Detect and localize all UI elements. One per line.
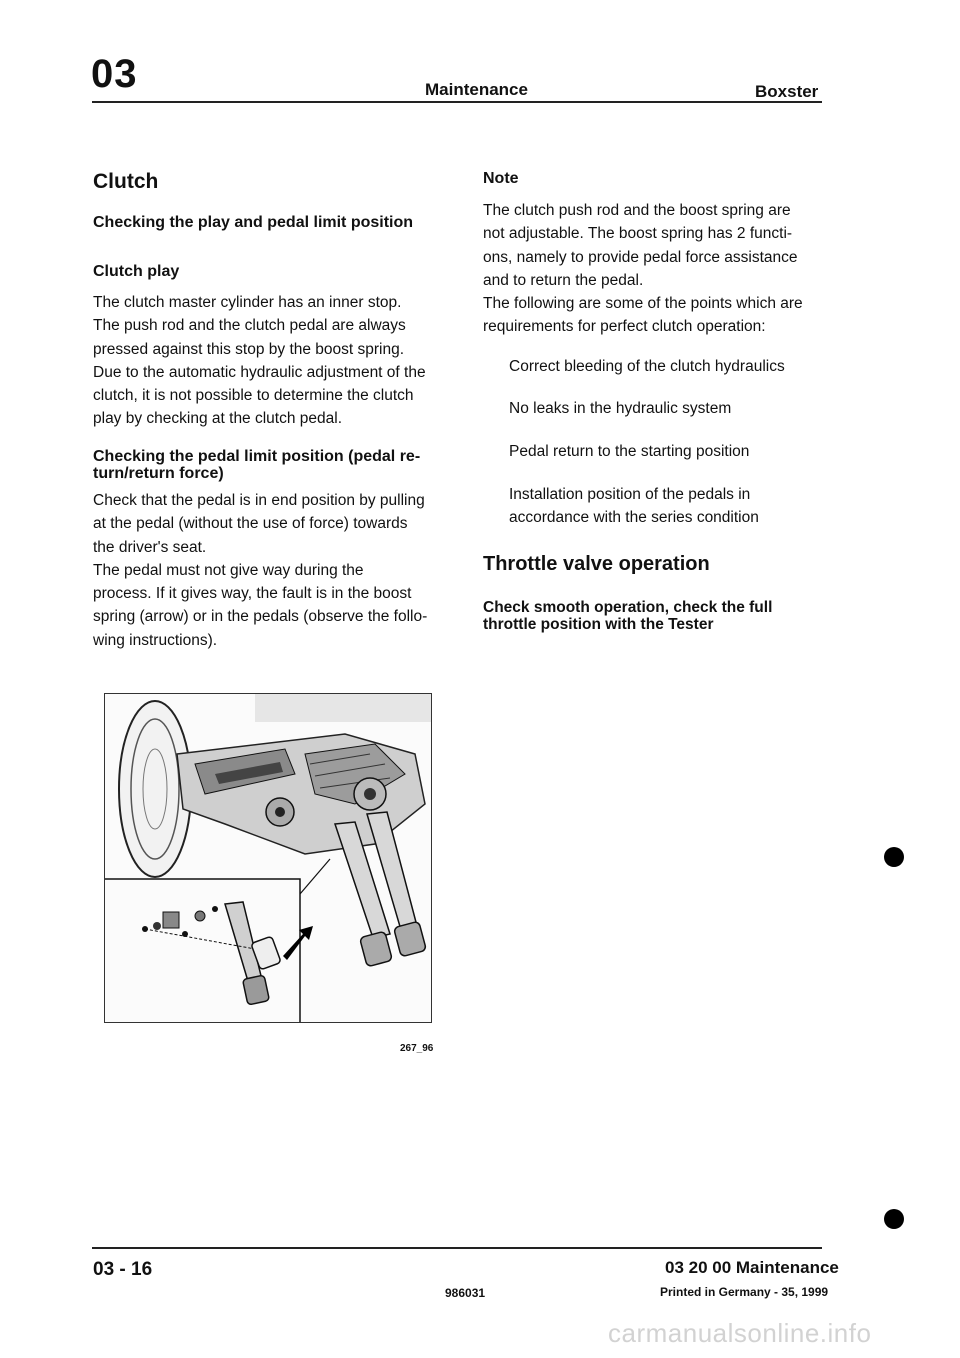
chapter-number: 03 xyxy=(91,52,138,96)
text-line: wing instructions). xyxy=(93,631,218,649)
text-line: at the pedal (without the use of force) towards xyxy=(93,515,408,533)
footer-rule xyxy=(92,1247,822,1249)
section-title: Maintenance xyxy=(425,80,528,99)
footer-section: 03 20 00 Maintenance xyxy=(665,1258,839,1277)
text-line: the driver's seat. xyxy=(93,538,207,556)
print-info: Printed in Germany - 35, 1999 xyxy=(660,1285,829,1299)
heading-line: turn/return force) xyxy=(93,465,224,482)
text-line: accordance with the series condition xyxy=(509,509,759,527)
text-line: The clutch push rod and the boost spring are xyxy=(483,202,791,219)
text-line: requirements for perfect clutch operation: xyxy=(483,318,766,336)
text-line: The push rod and the clutch pedal are always xyxy=(93,317,406,335)
text-line: process. If it gives way, the fault is in the boost xyxy=(93,585,412,603)
clutch-play-heading: Clutch play xyxy=(93,263,180,280)
text-line: clutch, it is not possible to determine the clutch xyxy=(93,387,414,405)
doc-number: 986031 xyxy=(445,1286,486,1300)
text-line: Check that the pedal is in end position by pulling xyxy=(93,492,425,509)
text-line: ons, namely to provide pedal force assistance xyxy=(483,248,798,266)
model-name: Boxster xyxy=(755,82,819,101)
throttle-instruction xyxy=(483,599,823,633)
figure-caption: 267_96 xyxy=(400,1043,434,1054)
pedal-assembly-illustration xyxy=(105,694,431,1022)
text-line: Due to the automatic hydraulic adjustment of the xyxy=(93,363,426,381)
header-rule xyxy=(92,101,822,103)
text-line: Check smooth operation, check the full xyxy=(483,599,773,616)
page-number: 03 - 16 xyxy=(93,1259,153,1280)
note-heading: Note xyxy=(483,170,519,187)
text-line: pressed against this stop by the boost spring. xyxy=(93,340,405,358)
text-line: Installation position of the pedals in xyxy=(509,486,751,503)
text-line: and to return the pedal. xyxy=(483,271,644,289)
text-line: throttle position with the Tester xyxy=(483,616,714,633)
throttle-heading: Throttle valve operation xyxy=(483,553,710,575)
requirement-item: Pedal return to the starting position xyxy=(509,443,750,460)
pedal-limit-paragraph xyxy=(93,489,438,652)
clutch-play-paragraph xyxy=(93,291,438,431)
requirement-item: No leaks in the hydraulic system xyxy=(509,400,732,417)
text-line: not adjustable. The boost spring has 2 functi- xyxy=(483,225,793,243)
text-line: The following are some of the points which are xyxy=(483,295,803,313)
binder-hole xyxy=(884,1209,904,1229)
text-line: The clutch master cylinder has an inner stop. xyxy=(93,294,402,311)
binder-hole xyxy=(884,847,904,867)
pedal-limit-heading xyxy=(93,448,438,482)
checking-subtitle: Checking the play and pedal limit position xyxy=(93,214,414,231)
watermark-text: carmanualsonline.info xyxy=(608,1318,872,1348)
note-paragraph xyxy=(483,199,823,339)
pedal-assembly-figure xyxy=(104,693,432,1023)
text-line: The pedal must not give way during the xyxy=(93,561,364,579)
heading-line: Checking the pedal limit position (pedal re- xyxy=(93,448,421,465)
clutch-title: Clutch xyxy=(93,170,159,193)
text-line: play by checking at the clutch pedal. xyxy=(93,410,343,428)
requirement-item: Correct bleeding of the clutch hydraulics xyxy=(509,358,785,375)
text-line: spring (arrow) or in the pedals (observe the follo- xyxy=(93,608,428,626)
requirement-item xyxy=(509,483,759,530)
